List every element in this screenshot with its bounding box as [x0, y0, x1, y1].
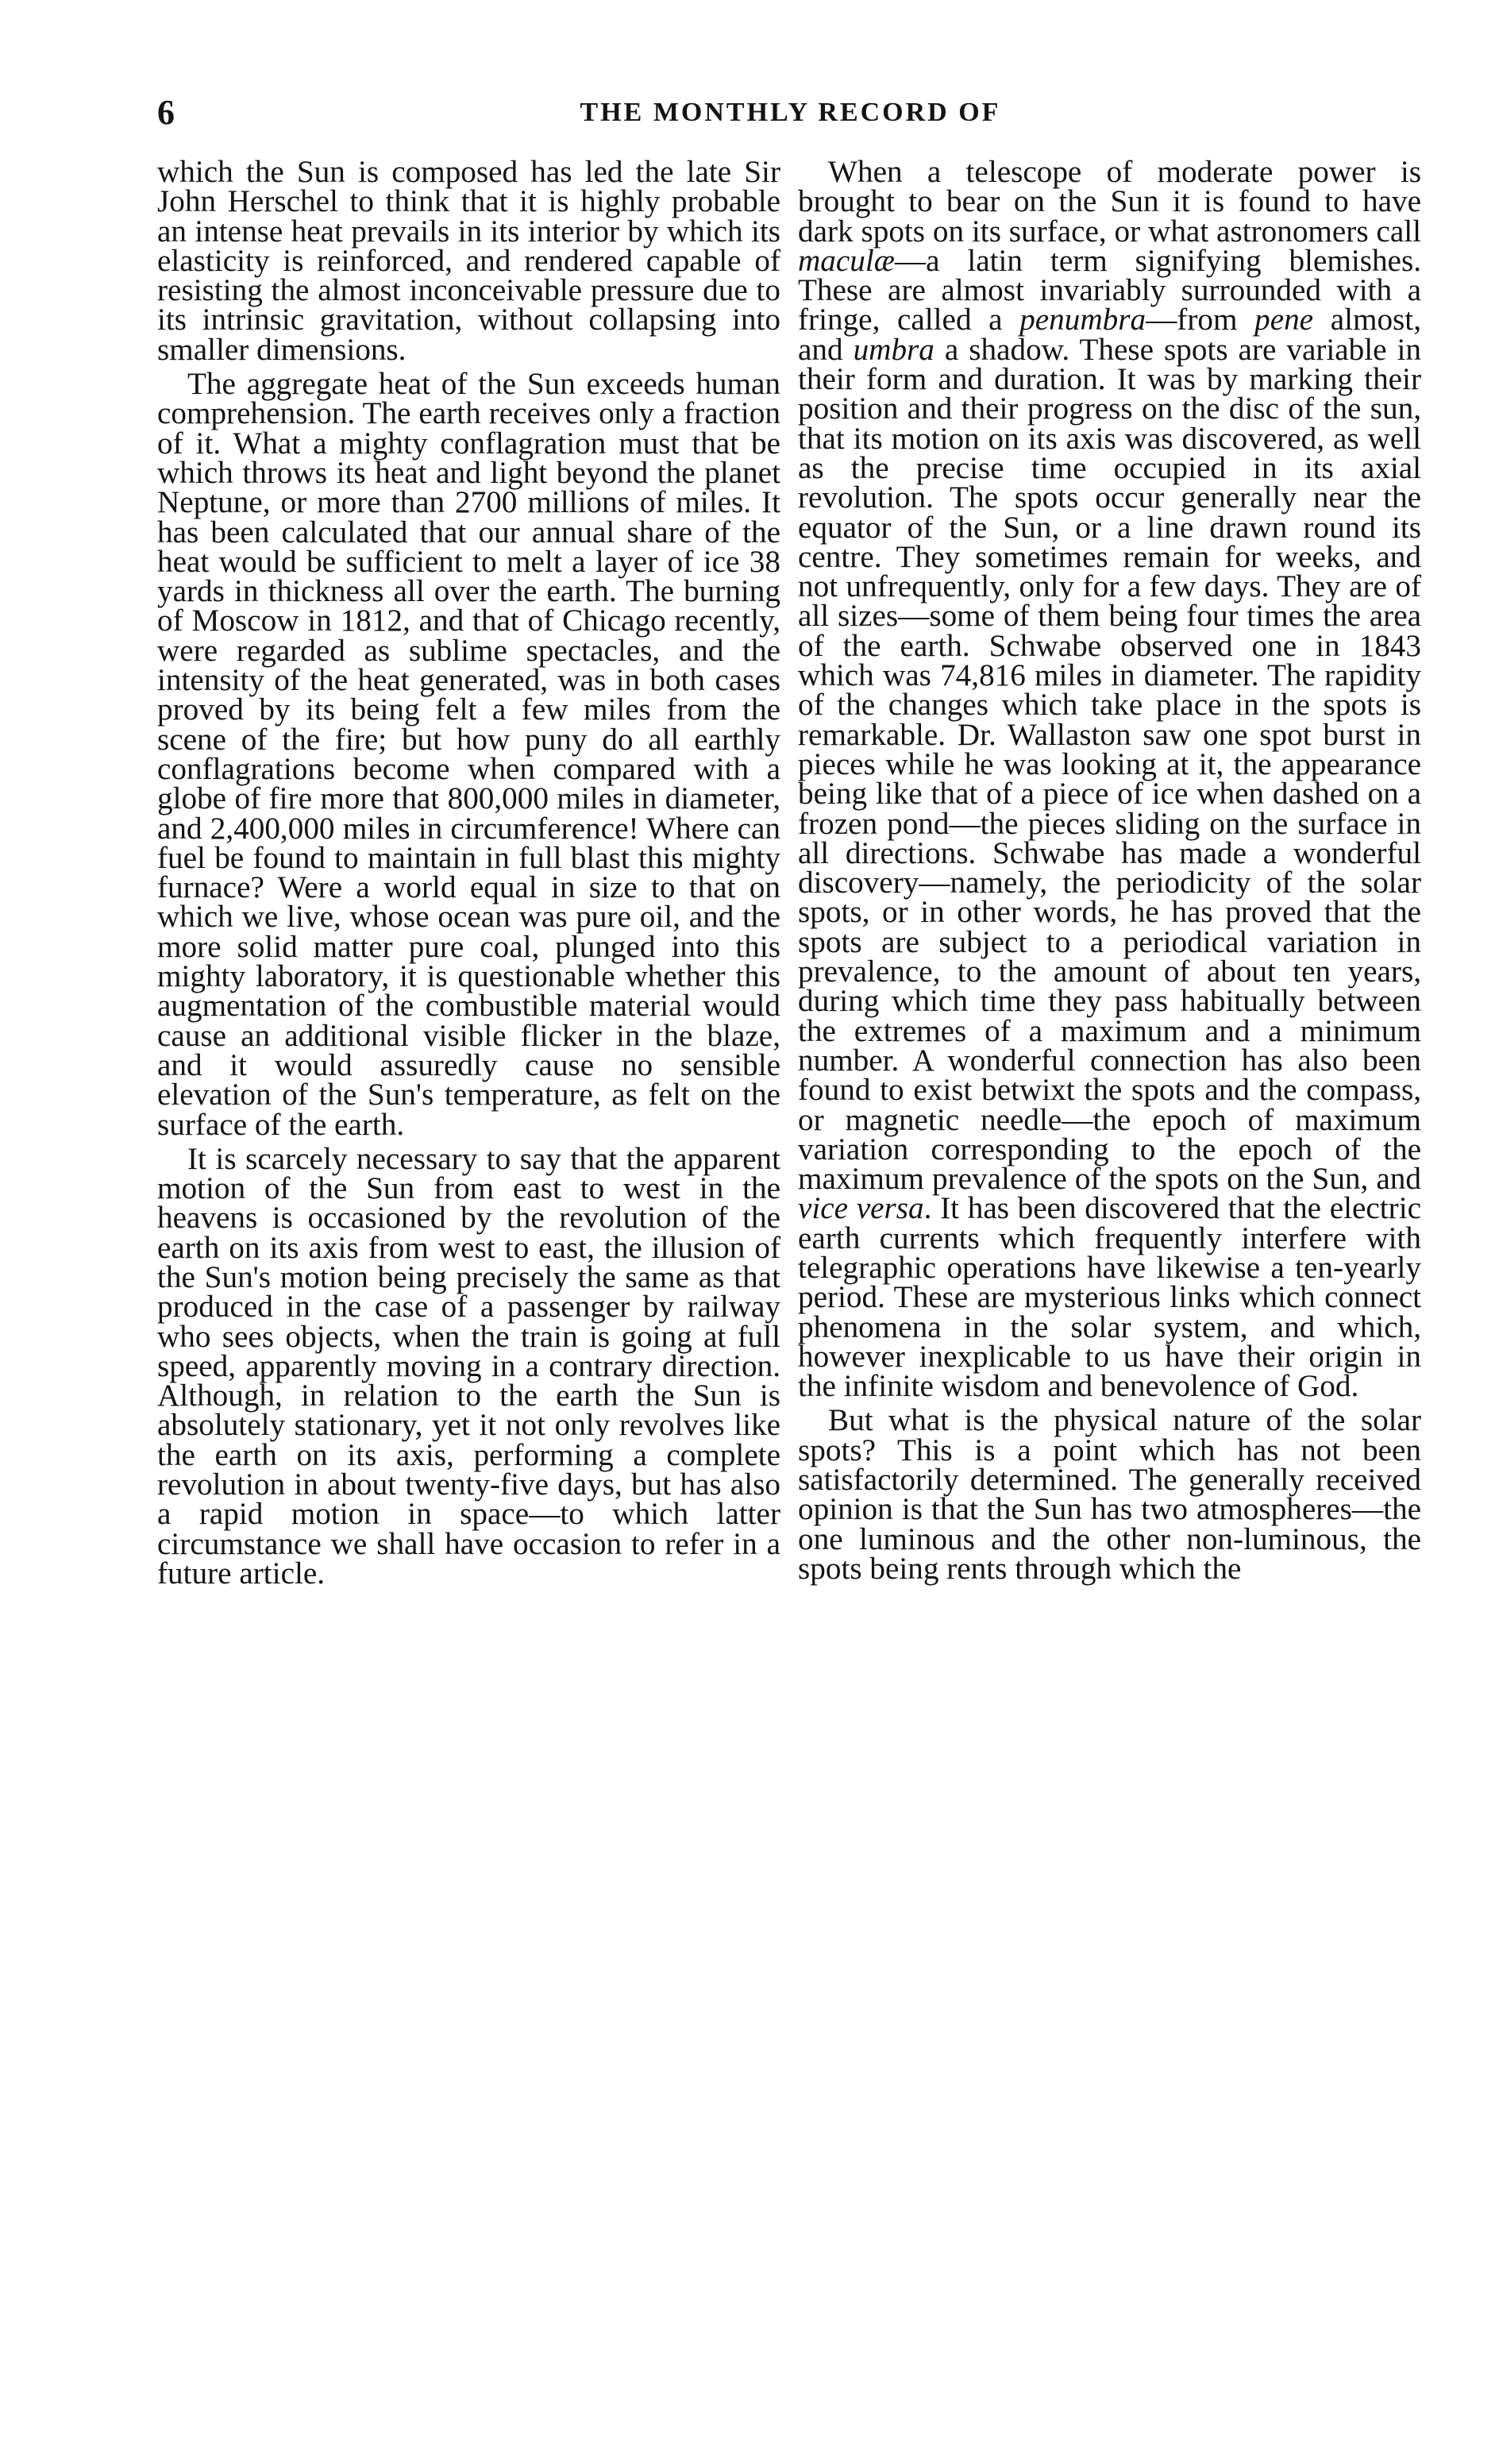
- running-head: THE MONTHLY RECORD OF: [580, 98, 1001, 127]
- left-column: [157, 157, 780, 1593]
- paragraph-herschel-continuation: which the Sun is composed has led the late Sir John Herschel to think that it is highly probable an intense heat prevails in its interior by which its elasticity is reinforced, and rendered capable of resisting the almost inconceivable pressure due to its intrinsic gravitation, without collapsing into smaller dimensions.: [157, 155, 780, 367]
- term-penumbra: penumbra: [1019, 303, 1146, 337]
- page-number: 6: [157, 93, 175, 132]
- term-pene: pene: [1254, 303, 1314, 337]
- paragraph-aggregate-heat: The aggregate heat of the Sun exceeds human comprehension. The earth receives only a fraction of it. What a mighty conflagration must that be which throws its heat and light beyond the planet Neptune, or more than 2700 millions of miles. It has been calculated that our annual share of the heat would be sufficient to melt a layer of ice 38 yards in thickness all over the earth. The burning of Moscow in 1812, and that of Chicago recently, were regarded as sublime spectacles, and the intensity of the heat generated, was in both cases proved by its being felt a few miles from the scene of the fire; but how puny do all earthly conflagrations become when compared with a globe of fire more that 800,000 miles in diameter, and 2,400,000 miles in circumference! Where can fuel be found to maintain in full blast this mighty furnace? Were a world equal in size to that on which we live, whose ocean was pure oil, and the more solid matter pure coal, plunged into this mighty laboratory, it is questionable whether this augmentation of the combustible material would cause an additional visible flicker in the blaze, and it would assuredly cause no sensible elevation of the Sun's temperature, as felt on the surface of the earth.: [157, 367, 780, 1142]
- paragraph-physical-nature: But what is the physical nature of the solar spots? This is a point which has not been satisfactorily determined. The generally received opinion is that the Sun has two atmospheres—the one luminous and the other non-luminous, the spots being rents through which the: [798, 1403, 1421, 1586]
- term-vice-versa: vice versa: [798, 1191, 924, 1226]
- text-run: —from: [1146, 303, 1255, 337]
- text-run: almost, and: [798, 303, 1421, 367]
- paragraph-apparent-motion: It is scarcely necessary to say that the apparent motion of the Sun from east to west in the heavens is occasioned by the revolution of the earth on its axis from west to east, the illusion of the Sun's motion being precisely the same as that produced in the case of a passenger by railway who sees objects, when the train is going at full speed, apparently moving in a contrary direction. Although, in relation to the earth the Sun is absolutely stationary, yet it not only revolves like the earth on its axis, performing a complete revolution in about twenty-five days, but has also a rapid motion in space—to which latter circumstance we shall have occasion to refer in a future article.: [157, 1141, 780, 1591]
- term-umbra: umbra: [853, 332, 934, 367]
- right-column: [798, 157, 1421, 1588]
- text-run: —a latin term signifying blemishes. These are almost invariably surrounded with a fringe, called a: [798, 243, 1421, 337]
- text-run: . It has been discovered that the electric earth currents which frequently interfere with telegraphic operations have likewise a ten-yearly period. These are mysterious links which connect phenomena in the solar system, and which, however inexplicable to us have their origin in the infinite wisdom and benevolence of God.: [798, 1191, 1421, 1404]
- page-header: [157, 89, 1424, 137]
- text-run: When a telescope of moderate power is brought to bear on the Sun it is found to have dark spots on its surface, or what astronomers call: [798, 155, 1421, 249]
- paragraph-telescope-spots: [798, 155, 1421, 1404]
- term-maculae: maculæ: [798, 243, 895, 278]
- text-run: a shadow. These spots are variable in their form and duration. It was by marking their position and their progress on the disc of the sun, that its motion on its axis was discovered, as well as the precise time occupied in its axial revolution. The spots occur generally near the equator of the Sun, or a line drawn round its centre. They sometimes remain for weeks, and not unfrequently, only for a few days. They are of all sizes—some of them being four times the area of the earth. Schwabe observed one in 1843 which was 74,816 miles in diameter. The rapidity of the changes which take place in the spots is remarkable. Dr. Wallaston saw one spot burst in pieces while he was looking at it, the appearance being like that of a piece of ice when dashed on a frozen pond—the pieces sliding on the surface in all directions. Schwabe has made a wonderful discovery—namely, the periodicity of the solar spots, or in other words, he has proved that the spots are subject to a periodical variation in prevalence, to the amount of about ten years, during which time they pass habitually between the extremes of a maximum and a minimum number. A wonderful connection has also been found to exist betwixt the spots and the compass, or magnetic needle—the epoch of maximum variation corresponding to the epoch of the maximum prevalence of the spots on the Sun, and: [798, 332, 1421, 1197]
